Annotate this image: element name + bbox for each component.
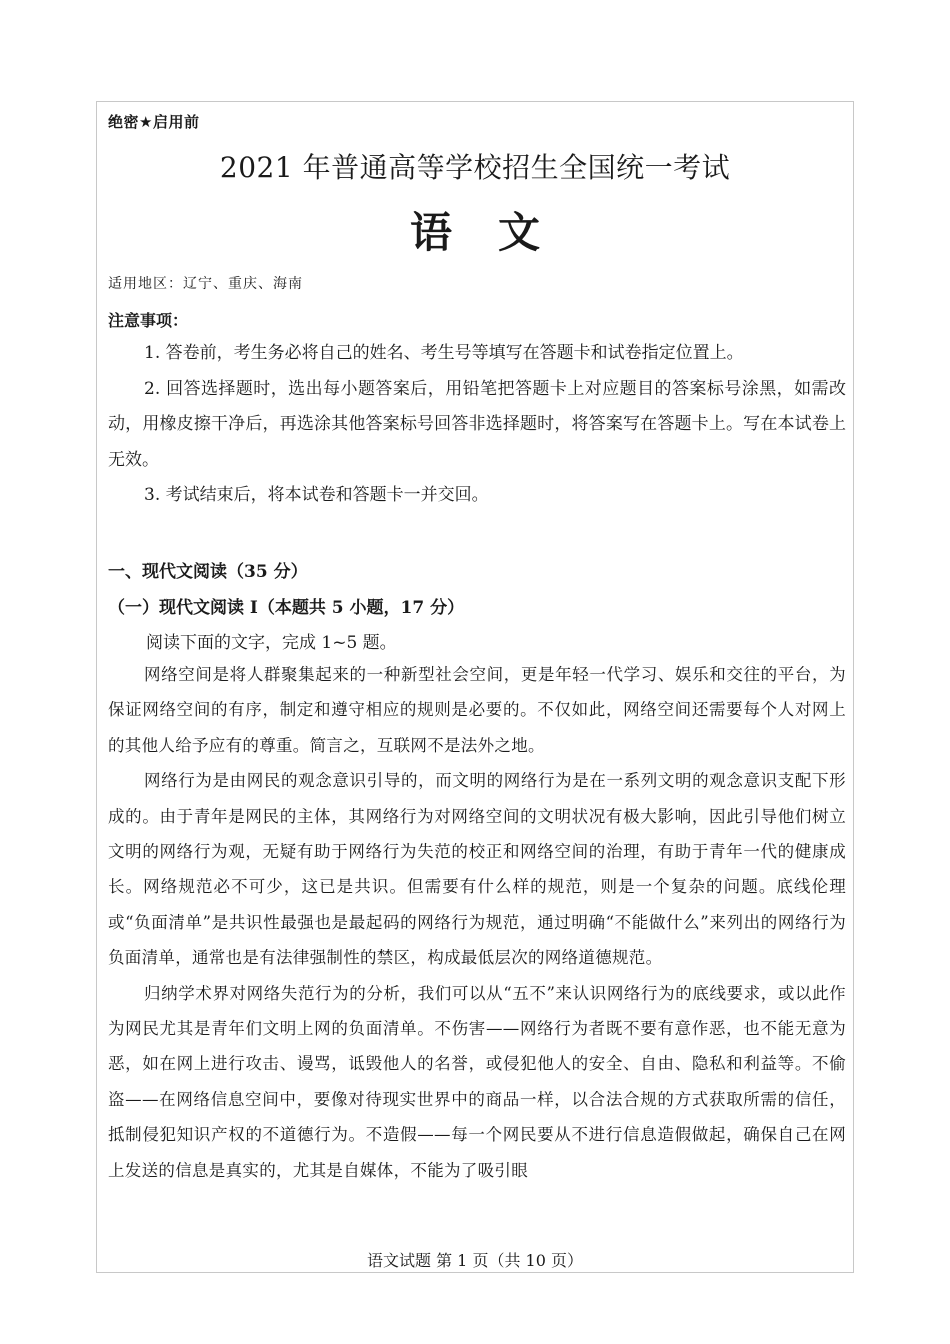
page-footer: 语文试题 第 1 页（共 10 页） (367, 1251, 583, 1270)
confidential-label: 绝密★启用前 (108, 113, 200, 131)
applicable-region: 适用地区：辽宁、重庆、海南 (108, 276, 303, 292)
reading-passage (108, 657, 846, 1188)
subject-title: 语文 (409, 208, 586, 257)
subsection-heading: （一）现代文阅读 I（本题共 5 小题，17 分） (108, 598, 465, 618)
notice-list (108, 336, 846, 514)
passage-paragraph: 网络行为是由网民的观念意识引导的，而文明的网络行为是在一系列文明的观念意识支配下形成的。由于青年是网民的主体，其网络行为对网络空间的文明状况有极大影响，因此引导他们树立文明的网络行为观，无疑有助于网络行为失范的校正和网络空间的治理，有助于青年一代的健康成长。网络规范必不可少，这已是共识。但需要有什么样的规范，则是一个复杂的问题。底线伦理或“负面清单”是共识性最强也是最起码的网络行为规范，通过明确“不能做什么”来列出的网络行为负面清单，通常也是有法律强制性的禁区，构成最低层次的网络道德规范。 (108, 771, 846, 968)
section-heading: 一、现代文阅读（35 分） (108, 562, 308, 582)
notice-heading: 注意事项： (108, 311, 189, 330)
reading-instruction: 阅读下面的文字，完成 1~5 题。 (146, 633, 397, 653)
notice-item: 1. 答卷前，考生务必将自己的姓名、考生号等填写在答题卡和试卷指定位置上。 (144, 343, 744, 363)
exam-title: 2021 年普通高等学校招生全国统一考试 (219, 151, 731, 184)
passage-paragraph: 归纳学术界对网络失范行为的分析，我们可以从“五不”来认识网络行为的底线要求，或以此作为网民尤其是青年们文明上网的负面清单。不伤害——网络行为者既不要有意作恶，也不能无意为恶，如在网上进行攻击、谩骂，诋毁他人的名誉，或侵犯他人的安全、自由、隐私和利益等。不偷盗——在网络信息空间中，要像对待现实世界中的商品一样，以合法合规的方式获取所需的信任，抵制侵犯知识产权的不道德行为。不造假——每一个网民要从不进行信息造假做起，确保自己在网上发送的信息是真实的，尤其是自媒体，不能为了吸引眼 (108, 983, 846, 1180)
notice-item: 3. 考试结束后，将本试卷和答题卡一并交回。 (144, 485, 489, 505)
notice-item: 2. 回答选择题时，选出每小题答案后，用铅笔把答题卡上对应题目的答案标号涂黑，如需改动，用橡皮擦干净后，再选涂其他答案标号回答非选择题时，将答案写在答题卡上。写在本试卷上无效。 (108, 378, 846, 470)
passage-paragraph: 网络空间是将人群聚集起来的一种新型社会空间，更是年轻一代学习、娱乐和交往的平台，为保证网络空间的有序，制定和遵守相应的规则是必要的。不仅如此，网络空间还需要每个人对网上的其他人给予应有的尊重。简言之，互联网不是法外之地。 (108, 665, 846, 755)
